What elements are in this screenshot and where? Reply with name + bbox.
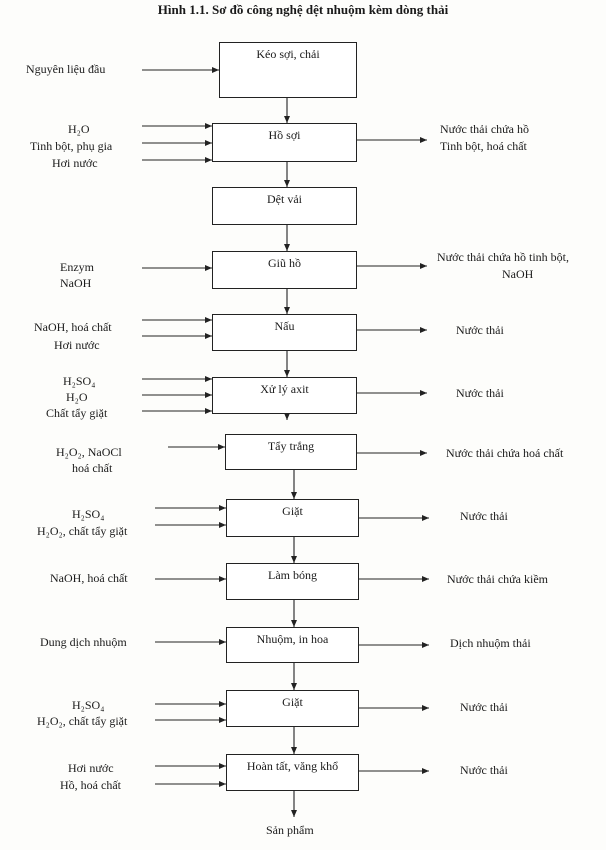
output-label: Nước thải chứa kiềm [447, 572, 548, 586]
output-label: Nước thải [460, 700, 508, 714]
input-label: Tinh bột, phụ gia [30, 139, 113, 153]
input-label: hoá chất [72, 461, 113, 475]
input-label: H₂O₂, chất tẩy giặt [37, 524, 128, 538]
output-label: NaOH [502, 267, 534, 281]
step-giat-2-box [226, 690, 359, 727]
output-label: Nước thải chứa hồ [440, 122, 529, 136]
step-label: Tẩy trắng [267, 439, 315, 453]
input-label: H₂SO₄ [63, 374, 96, 388]
step-label: Nhuộm, in hoa [256, 632, 329, 646]
input-label: NaOH [60, 276, 92, 290]
step-tay-trang-box [225, 434, 357, 470]
input-label: Chất tẩy giặt [46, 406, 108, 420]
step-ho-soi-box [212, 123, 357, 162]
step-nau-box [212, 314, 357, 351]
input-label: Hơi nước [52, 156, 98, 170]
step-giat-1-box [226, 499, 359, 537]
input-label: H₂O [68, 122, 90, 136]
step-label: Làm bóng [268, 568, 317, 582]
step-label: Giặt [282, 695, 303, 709]
step-label: Xử lý axit [260, 382, 309, 396]
input-label: Enzym [60, 260, 94, 274]
step-lam-bong-box [226, 563, 359, 600]
input-label: NaOH, hoá chất [34, 320, 112, 334]
input-label: NaOH, hoá chất [50, 571, 128, 585]
final-product-label: Sản phẩm [266, 823, 314, 837]
diagram-title: Hình 1.1. Sơ đồ công nghệ dệt nhuộm kèm dòng thải [157, 2, 449, 17]
step-xu-ly-axit-box [212, 377, 357, 414]
input-label: H₂SO₄ [72, 698, 105, 712]
input-label: Nguyên liệu đầu [26, 62, 106, 76]
step-det-vai-box [212, 187, 357, 225]
output-label: Nước thải [456, 386, 504, 400]
output-label: Dịch nhuộm thải [450, 636, 531, 650]
output-label: Nước thải chứa hoá chất [446, 446, 564, 460]
step-keo-soi-box [219, 42, 357, 98]
step-label: Kéo sợi, chải [256, 47, 320, 61]
input-label: H₂O₂, chất tẩy giặt [37, 714, 128, 728]
step-label: Dệt vải [267, 192, 302, 206]
step-hoan-tat-box [226, 754, 359, 791]
input-label: H₂O₂, NaOCl [56, 445, 122, 459]
output-label: Nước thải chứa hồ tinh bột, [437, 250, 569, 264]
input-label: Hơi nước [68, 761, 114, 775]
output-label: Nước thải [460, 509, 508, 523]
input-label: Hồ, hoá chất [60, 778, 121, 792]
input-label: H₂SO₄ [72, 507, 105, 521]
step-label: Giũ hồ [268, 256, 301, 270]
output-label: Tinh bột, hoá chất [440, 139, 527, 153]
step-nhuom-in-hoa-box [226, 627, 359, 663]
input-label: H₂O [66, 390, 88, 404]
input-label: Hơi nước [54, 338, 100, 352]
step-label: Nấu [274, 319, 295, 333]
input-label: Dung dịch nhuộm [40, 635, 127, 649]
step-label: Hoàn tất, văng khổ [246, 759, 339, 773]
step-giu-ho-box [212, 251, 357, 289]
step-label: Giặt [282, 504, 303, 518]
step-label: Hồ sợi [268, 128, 301, 142]
output-label: Nước thải [456, 323, 504, 337]
output-label: Nước thải [460, 763, 508, 777]
